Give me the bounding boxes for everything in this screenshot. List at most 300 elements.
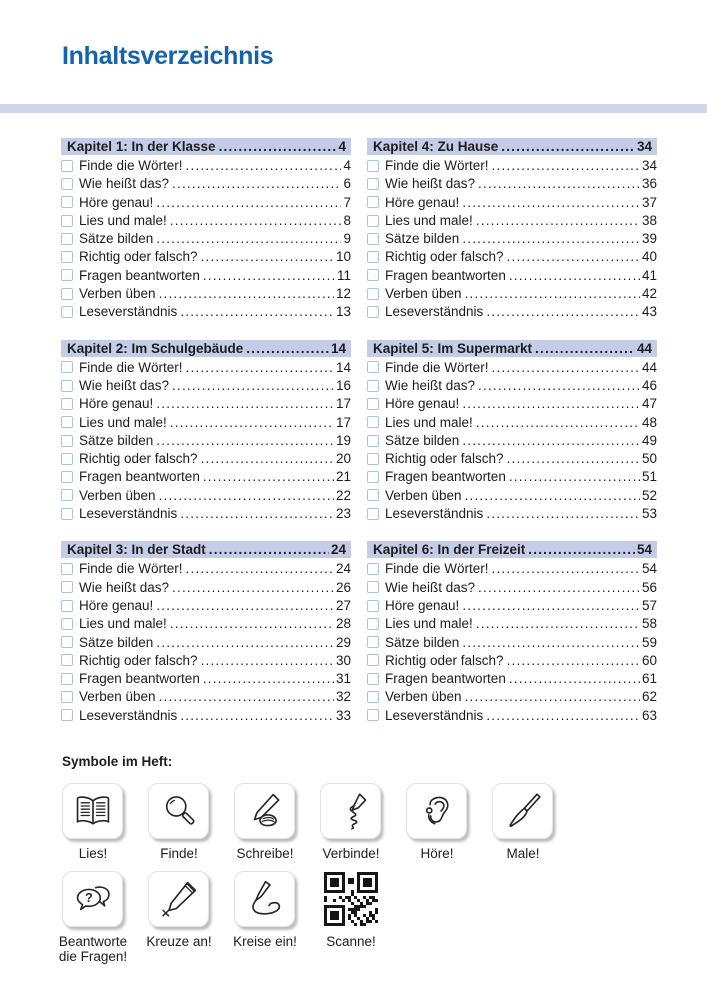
symbol-card (148, 871, 209, 927)
toc-item-page-number: 22 (335, 487, 351, 503)
toc-item (61, 652, 351, 670)
dot-leader (156, 230, 341, 248)
toc-item-label: Wie heißt das? (385, 176, 476, 192)
toc-item (61, 285, 351, 303)
checkbox[interactable] (367, 581, 379, 593)
toc-item-label: Richtig oder falsch? (79, 249, 198, 265)
checkbox[interactable] (367, 563, 379, 575)
toc-item (367, 707, 657, 725)
toc-item-page-number: 17 (335, 396, 351, 412)
toc-item-label: Leseverständnis (79, 506, 178, 522)
toc-item-page-number: 38 (641, 212, 657, 228)
chapter-page-number: 54 (636, 542, 652, 558)
dot-leader (462, 230, 640, 248)
dot-leader (172, 175, 341, 193)
checkbox[interactable] (61, 306, 73, 318)
checkbox[interactable] (61, 654, 73, 666)
toc-item-label: Wie heißt das? (385, 377, 476, 393)
symbol-cell (492, 783, 578, 862)
dot-leader (462, 395, 640, 413)
dot-leader (180, 707, 334, 725)
checkbox[interactable] (61, 435, 73, 447)
chapter-items (367, 357, 657, 524)
symbol-label: Scanne! (326, 933, 376, 949)
toc-item-page-number: 34 (641, 158, 657, 173)
toc-column (61, 138, 351, 725)
toc-item (367, 579, 657, 597)
toc-item (61, 303, 351, 321)
toc-item-label: Sätze bilden (79, 432, 154, 448)
dot-leader (159, 487, 334, 505)
toc-item (367, 634, 657, 652)
toc-item-page-number: 54 (641, 561, 657, 577)
toc-item (367, 175, 657, 193)
checkbox[interactable] (61, 160, 73, 172)
checkbox[interactable] (61, 288, 73, 300)
toc-item (61, 634, 351, 652)
checkbox[interactable] (367, 691, 379, 703)
dot-leader (501, 138, 635, 155)
table-of-contents (61, 138, 657, 725)
dot-leader (201, 248, 334, 266)
checkbox[interactable] (367, 471, 379, 483)
dot-leader (172, 579, 334, 597)
toc-item-label: Lies und male! (79, 616, 167, 632)
toc-item (367, 248, 657, 266)
toc-item-page-number: 63 (641, 707, 657, 723)
checkbox[interactable] (367, 709, 379, 721)
toc-item (367, 303, 657, 321)
ear-icon (417, 791, 457, 831)
toc-item-page-number: 11 (336, 267, 351, 283)
toc-item-label: Lies und male! (79, 212, 167, 228)
checkbox[interactable] (367, 636, 379, 648)
dot-leader (462, 432, 640, 450)
pen-circle-icon (245, 879, 285, 919)
chapter-items (367, 155, 657, 322)
dot-leader (476, 615, 640, 633)
qr-code-icon (324, 871, 378, 926)
toc-item-page-number: 39 (641, 231, 657, 247)
toc-item (367, 450, 657, 468)
chapter-page-number: 14 (330, 340, 346, 356)
toc-item-label: Lies und male! (385, 212, 473, 228)
chapter-title: Kapitel 2: Im Schulgebäude (67, 340, 244, 356)
toc-item-page-number: 9 (343, 231, 351, 247)
dot-leader (156, 597, 334, 615)
symbol-cell (320, 871, 406, 965)
toc-item-label: Lies und male! (385, 616, 473, 632)
dot-leader (180, 303, 334, 321)
checkbox[interactable] (61, 471, 73, 483)
symbol-label: Finde! (160, 846, 198, 861)
toc-item-label: Fragen beantworten (385, 671, 506, 687)
chapter-heading (61, 541, 351, 558)
toc-item (367, 652, 657, 670)
toc-chapter (61, 340, 351, 524)
writing-hand-icon (245, 791, 285, 831)
toc-item-page-number: 48 (641, 414, 657, 430)
toc-item (367, 230, 657, 248)
toc-item-page-number: 23 (335, 506, 351, 522)
toc-item-page-number: 58 (641, 616, 657, 632)
dot-leader (203, 468, 334, 486)
toc-item-page-number: 52 (641, 487, 657, 503)
chapter-heading (367, 138, 657, 155)
toc-item-page-number: 7 (343, 194, 351, 210)
symbols-section (58, 754, 672, 965)
symbol-card (492, 783, 553, 839)
checkbox[interactable] (61, 636, 73, 648)
toc-item-page-number: 33 (335, 707, 351, 723)
toc-item (367, 414, 657, 432)
chapter-title: Kapitel 6: In der Freizeit (373, 542, 526, 558)
chapter-items (61, 558, 351, 725)
toc-item (367, 670, 657, 688)
toc-item (61, 267, 351, 285)
toc-item (61, 560, 351, 578)
checkbox[interactable] (61, 380, 73, 392)
toc-item-page-number: 40 (641, 249, 657, 265)
checkbox[interactable] (61, 416, 73, 428)
checkbox[interactable] (61, 251, 73, 263)
dot-leader (492, 560, 640, 578)
toc-item-page-number: 62 (641, 689, 657, 705)
toc-item (61, 248, 351, 266)
toc-item-page-number: 14 (335, 359, 351, 375)
toc-item (367, 560, 657, 578)
toc-item-label: Finde die Wörter! (79, 158, 183, 173)
pencil-cross-icon (159, 879, 199, 919)
symbol-card (148, 783, 209, 839)
checkbox[interactable] (61, 673, 73, 685)
toc-item-label: Lies und male! (385, 414, 473, 430)
dot-leader (462, 597, 640, 615)
toc-chapter (367, 541, 657, 725)
dot-leader (486, 303, 640, 321)
dot-leader (492, 157, 640, 175)
toc-item-page-number: 57 (641, 597, 657, 613)
toc-item (61, 615, 351, 633)
checkbox[interactable] (61, 489, 73, 501)
checkbox[interactable] (61, 508, 73, 520)
toc-chapter (61, 541, 351, 725)
checkbox[interactable] (367, 435, 379, 447)
toc-item-page-number: 59 (641, 634, 657, 650)
checkbox[interactable] (367, 251, 379, 263)
toc-item-label: Finde die Wörter! (385, 359, 489, 375)
toc-item-page-number: 49 (641, 432, 657, 448)
header-divider-bar (0, 104, 707, 113)
checkbox[interactable] (367, 654, 379, 666)
chapter-page-number: 34 (636, 139, 652, 154)
checkbox[interactable] (367, 508, 379, 520)
toc-item (367, 615, 657, 633)
checkbox[interactable] (367, 416, 379, 428)
toc-item-label: Höre genau! (79, 597, 154, 613)
dot-leader (180, 505, 334, 523)
toc-item (61, 212, 351, 230)
toc-item-label: Leseverständnis (385, 304, 484, 320)
toc-item (367, 157, 657, 175)
toc-item-label: Richtig oder falsch? (79, 451, 198, 467)
dot-leader (478, 175, 640, 193)
toc-item-page-number: 42 (641, 286, 657, 302)
toc-item-page-number: 43 (641, 304, 657, 320)
dot-leader (170, 212, 342, 230)
checkbox[interactable] (367, 489, 379, 501)
checkbox[interactable] (367, 361, 379, 373)
checkbox[interactable] (61, 361, 73, 373)
toc-item-page-number: 21 (335, 469, 351, 485)
toc-item-label: Richtig oder falsch? (385, 249, 504, 265)
toc-item-label: Finde die Wörter! (385, 158, 489, 173)
toc-item-page-number: 10 (335, 249, 351, 265)
toc-item-page-number: 30 (335, 652, 351, 668)
toc-item-label: Wie heißt das? (79, 579, 170, 595)
checkbox[interactable] (367, 160, 379, 172)
dot-leader (535, 340, 635, 357)
toc-item (61, 670, 351, 688)
toc-item-page-number: 20 (335, 451, 351, 467)
chapter-heading (61, 138, 351, 155)
checkbox[interactable] (61, 709, 73, 721)
toc-item-label: Leseverständnis (385, 707, 484, 723)
dot-leader (465, 487, 640, 505)
toc-item-label: Höre genau! (385, 194, 460, 210)
checkbox[interactable] (61, 581, 73, 593)
toc-item (61, 395, 351, 413)
checkbox[interactable] (367, 453, 379, 465)
toc-item-label: Sätze bilden (385, 231, 460, 247)
toc-item-page-number: 36 (641, 176, 657, 192)
toc-item (367, 505, 657, 523)
toc-item-label: Richtig oder falsch? (79, 652, 198, 668)
dot-leader (528, 541, 635, 558)
dot-leader (172, 377, 334, 395)
toc-item-page-number: 29 (335, 634, 351, 650)
dot-leader (201, 450, 334, 468)
toc-item-page-number: 24 (335, 561, 351, 577)
toc-item-label: Richtig oder falsch? (385, 652, 504, 668)
dot-leader (246, 340, 329, 357)
toc-item (367, 468, 657, 486)
toc-item-label: Finde die Wörter! (385, 561, 489, 577)
chapter-page-number: 24 (330, 542, 346, 558)
chapter-heading (367, 340, 657, 357)
toc-item-page-number: 50 (641, 451, 657, 467)
toc-item (61, 157, 351, 175)
toc-item-page-number: 17 (335, 414, 351, 430)
symbols-heading: Symbole im Heft: (62, 754, 173, 769)
checkbox[interactable] (367, 618, 379, 630)
toc-item-page-number: 8 (343, 212, 351, 228)
dot-leader (186, 157, 342, 175)
svg-text:?: ? (84, 889, 93, 905)
checkbox[interactable] (367, 215, 379, 227)
toc-item (367, 212, 657, 230)
toc-item-label: Fragen beantworten (79, 671, 200, 687)
dot-leader (478, 579, 640, 597)
toc-item-label: Fragen beantworten (79, 267, 200, 283)
checkbox[interactable] (367, 380, 379, 392)
symbols-row-2 (58, 871, 672, 965)
checkbox[interactable] (61, 453, 73, 465)
symbol-cell (148, 871, 234, 965)
toc-item-label: Verben üben (385, 286, 462, 302)
dot-leader (462, 634, 640, 652)
symbol-card (234, 783, 295, 839)
checkbox[interactable] (367, 288, 379, 300)
toc-item (367, 377, 657, 395)
toc-item-page-number: 53 (641, 506, 657, 522)
toc-item (61, 707, 351, 725)
paintbrush-icon (503, 791, 543, 831)
checkbox[interactable] (61, 600, 73, 612)
dot-leader (201, 652, 334, 670)
dot-leader (462, 194, 640, 212)
chapter-title: Kapitel 5: Im Supermarkt (373, 340, 533, 356)
toc-item (61, 579, 351, 597)
chapter-heading (61, 340, 351, 357)
toc-item-page-number: 41 (641, 267, 657, 283)
page-title: Inhaltsverzeichnis (62, 42, 274, 70)
toc-item-page-number: 60 (641, 652, 657, 668)
toc-item-page-number: 4 (343, 158, 351, 173)
dot-leader (507, 652, 640, 670)
toc-item-label: Leseverständnis (385, 506, 484, 522)
toc-item-label: Sätze bilden (385, 634, 460, 650)
toc-chapter (367, 138, 657, 322)
toc-item-page-number: 46 (641, 377, 657, 393)
dot-leader (509, 468, 640, 486)
toc-item (367, 597, 657, 615)
pen-squiggle-icon (331, 791, 371, 831)
checkbox[interactable] (367, 233, 379, 245)
toc-item-label: Höre genau! (79, 396, 154, 412)
checkbox[interactable] (61, 398, 73, 410)
toc-item-page-number: 19 (335, 432, 351, 448)
checkbox[interactable] (367, 306, 379, 318)
symbol-label: Kreuze an! (146, 933, 212, 949)
toc-item-page-number: 44 (641, 359, 657, 375)
toc-item (61, 432, 351, 450)
dot-leader (170, 414, 334, 432)
checkbox[interactable] (367, 673, 379, 685)
dot-leader (159, 285, 334, 303)
toc-item-label: Lies und male! (79, 414, 167, 430)
checkbox[interactable] (367, 398, 379, 410)
toc-item (61, 194, 351, 212)
toc-item-label: Wie heißt das? (385, 579, 476, 595)
toc-item (367, 688, 657, 706)
toc-item (367, 359, 657, 377)
symbol-label: Male! (506, 846, 540, 861)
toc-item-label: Leseverständnis (79, 707, 178, 723)
symbol-label: Verbinde! (322, 846, 380, 861)
dot-leader (492, 359, 640, 377)
symbol-card (62, 783, 123, 839)
toc-item-label: Höre genau! (385, 597, 460, 613)
toc-item-page-number: 51 (641, 469, 657, 485)
toc-item (61, 377, 351, 395)
checkbox[interactable] (367, 178, 379, 190)
dot-leader (465, 285, 640, 303)
checkbox[interactable] (61, 618, 73, 630)
toc-item-label: Wie heißt das? (79, 176, 170, 192)
dot-leader (478, 377, 640, 395)
dot-leader (203, 267, 335, 285)
dot-leader (476, 414, 640, 432)
dot-leader (186, 560, 334, 578)
toc-item-label: Sätze bilden (385, 432, 460, 448)
toc-item (61, 230, 351, 248)
dot-leader (170, 615, 334, 633)
checkbox[interactable] (61, 563, 73, 575)
dot-leader (507, 450, 640, 468)
chapter-title: Kapitel 1: In der Klasse (67, 139, 216, 154)
toc-item-page-number: 47 (641, 396, 657, 412)
dot-leader (203, 670, 334, 688)
checkbox[interactable] (61, 233, 73, 245)
symbols-row-1 (62, 783, 672, 862)
checkbox[interactable] (61, 269, 73, 281)
magnifier-icon (159, 791, 199, 831)
checkbox[interactable] (61, 691, 73, 703)
toc-item-page-number: 31 (335, 671, 351, 687)
symbol-label: Schreibe! (236, 846, 294, 861)
toc-item (61, 450, 351, 468)
toc-item (367, 432, 657, 450)
chapter-page-number: 4 (338, 139, 346, 154)
dot-leader (209, 541, 329, 558)
toc-item-page-number: 61 (641, 671, 657, 687)
checkbox[interactable] (61, 215, 73, 227)
dot-leader (156, 194, 341, 212)
toc-item (61, 505, 351, 523)
chapter-items (61, 357, 351, 524)
toc-item (61, 688, 351, 706)
toc-item (367, 267, 657, 285)
toc-item-label: Finde die Wörter! (79, 561, 183, 577)
dot-leader (156, 432, 334, 450)
toc-item-page-number: 27 (335, 597, 351, 613)
toc-chapter (61, 138, 351, 322)
toc-item-label: Wie heißt das? (79, 377, 170, 393)
speech-question-icon (73, 879, 113, 919)
dot-leader (509, 267, 640, 285)
toc-item-page-number: 12 (335, 286, 351, 302)
toc-column (367, 138, 657, 725)
checkbox[interactable] (61, 196, 73, 208)
dot-leader (465, 688, 640, 706)
chapter-title: Kapitel 3: In der Stadt (67, 542, 206, 558)
symbol-card (234, 871, 295, 927)
dot-leader (159, 688, 334, 706)
checkbox[interactable] (367, 196, 379, 208)
toc-item-page-number: 13 (335, 304, 351, 320)
checkbox[interactable] (367, 600, 379, 612)
toc-item (367, 487, 657, 505)
checkbox[interactable] (367, 269, 379, 281)
chapter-page-number: 44 (636, 340, 652, 356)
dot-leader (476, 212, 640, 230)
checkbox[interactable] (61, 178, 73, 190)
dot-leader (219, 138, 337, 155)
toc-item-label: Leseverständnis (79, 304, 178, 320)
toc-item-label: Verben üben (79, 487, 156, 503)
toc-chapter (367, 340, 657, 524)
